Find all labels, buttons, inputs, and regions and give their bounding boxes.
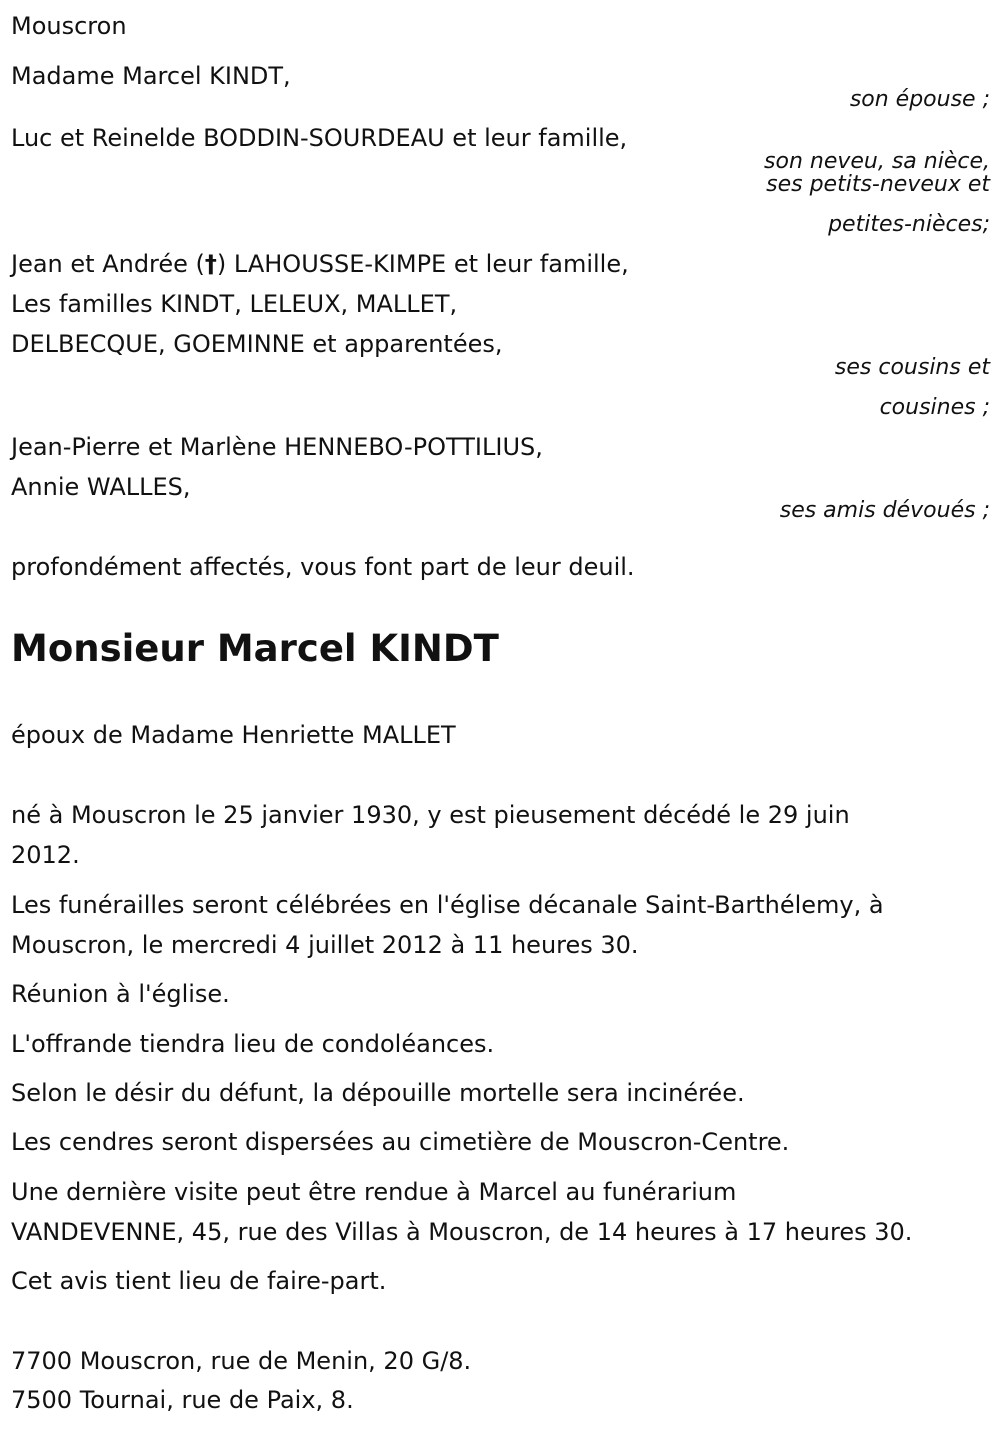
notice-line: Cet avis tient lieu de faire-part. — [11, 1267, 387, 1295]
cremation-info: Selon le désir du défunt, la dépouille mortelle sera incinérée. — [11, 1079, 745, 1107]
relation-role-friends: ses amis dévoués ; — [779, 498, 990, 523]
relation-role-nephew-line3: petites-nièces; — [828, 212, 990, 237]
mourner-line-walles: Annie WALLES, — [11, 473, 191, 501]
visit-line1: Une dernière visite peut être rendue à Marcel au funérarium — [11, 1178, 737, 1206]
mourner-line-families: Les familles KINDT, LELEUX, MALLET, — [11, 290, 458, 318]
deceased-cross-icon: † — [204, 250, 217, 278]
mourner-line-lahousse — [11, 244, 629, 284]
ashes-info: Les cendres seront dispersées au cimetière de Mouscron-Centre. — [11, 1128, 790, 1156]
mourner-line-nephew: Luc et Reinelde BODDIN-SOURDEAU et leur famille, — [11, 124, 628, 152]
mourner-line-lahousse-before: Jean et Andrée ( — [11, 250, 205, 278]
visit-line2: VANDEVENNE, 45, rue des Villas à Mouscron, de 14 heures à 17 heures 30. — [11, 1218, 913, 1246]
relation-role-cousins-line2: cousines ; — [879, 395, 990, 420]
relation-role-nephew-line1: son neveu, sa nièce, — [764, 149, 990, 174]
mourner-line-widow: Madame Marcel KINDT, — [11, 62, 291, 90]
relation-role-nephew-line2: ses petits-neveux et — [766, 172, 990, 197]
birth-death-line1: né à Mouscron le 25 janvier 1930, y est pieusement décédé le 29 juin — [11, 801, 850, 829]
mourner-line-lahousse-after: ) LAHOUSSE-KIMPE et leur famille, — [216, 250, 629, 278]
announcement-text: profondément affectés, vous font part de leur deuil. — [11, 553, 635, 581]
funeral-line1: Les funérailles seront célébrées en l'église décanale Saint-Barthélemy, à — [11, 891, 884, 919]
birth-death-line2: 2012. — [11, 841, 80, 869]
address-line1: 7700 Mouscron, rue de Menin, 20 G/8. — [11, 1347, 472, 1375]
mourner-line-hennebo: Jean-Pierre et Marlène HENNEBO-POTTILIUS, — [11, 433, 543, 461]
spouse-line: époux de Madame Henriette MALLET — [11, 721, 456, 749]
relation-role-spouse: son épouse ; — [849, 87, 990, 112]
meeting-info: Réunion à l'église. — [11, 980, 230, 1008]
mourner-line-families-cont: DELBECQUE, GOEMINNE et apparentées, — [11, 330, 503, 358]
header-city: Mouscron — [11, 12, 127, 40]
address-line2: 7500 Tournai, rue de Paix, 8. — [11, 1386, 354, 1414]
funeral-line2: Mouscron, le mercredi 4 juillet 2012 à 11 heures 30. — [11, 931, 639, 959]
relation-role-cousins-line1: ses cousins et — [834, 355, 990, 380]
offering-info: L'offrande tiendra lieu de condoléances. — [11, 1030, 495, 1058]
deceased-name: Monsieur Marcel KINDT — [11, 627, 499, 670]
